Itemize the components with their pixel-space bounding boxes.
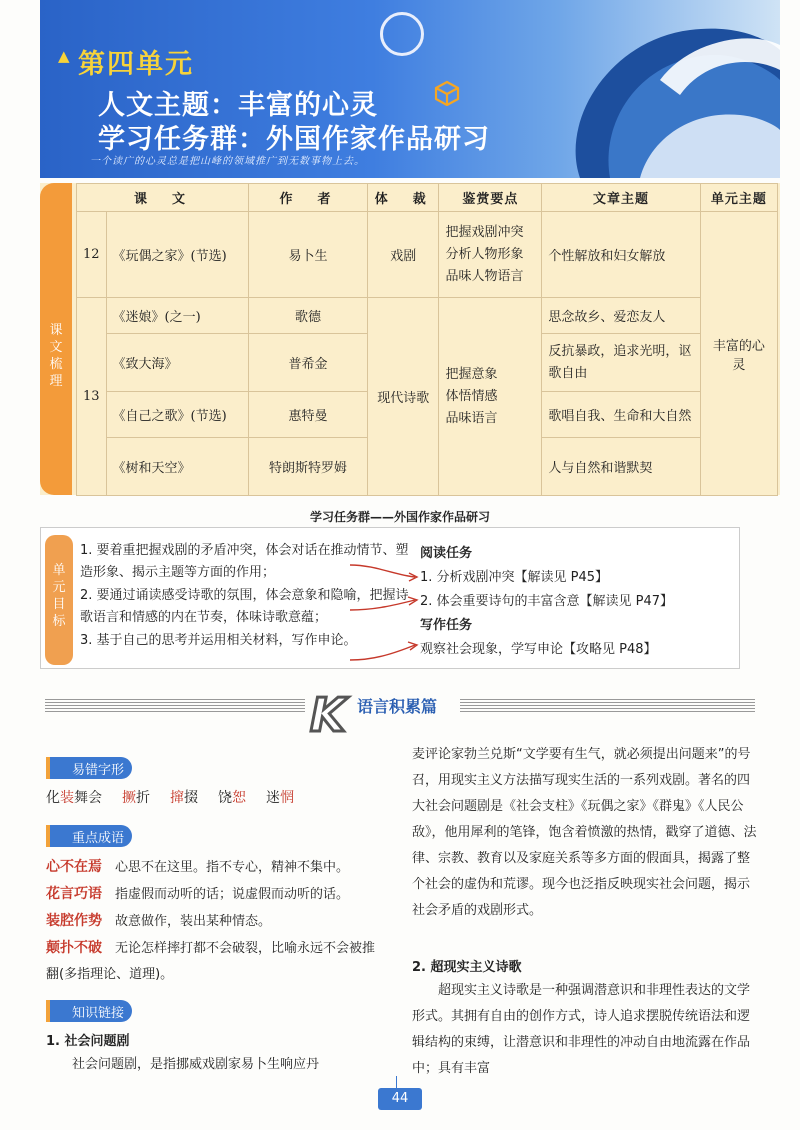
writing-heading: 写作任务 <box>420 618 473 633</box>
header-cell: 鉴赏要点 <box>439 184 542 212</box>
motto-text: 一个读广的心灵总是把山峰的领域推广到无数事物上去。 <box>90 156 365 167</box>
decor-circle <box>380 12 424 56</box>
poem-title: 《致大海》 <box>106 334 249 392</box>
lesson-author: 易卜生 <box>249 212 368 298</box>
side-label: 课文梳理 <box>49 323 63 389</box>
poem-title: 《自己之歌》(节选) <box>106 392 249 438</box>
point-item: 品味语言 <box>445 410 498 426</box>
goals-title: 学习任务群——外国作家作品研习 <box>309 510 490 524</box>
goal-item: 3. 基于自己的思考并运用相关材料，写作申论。 <box>80 633 357 648</box>
typo-item: 迷惘 <box>266 790 294 806</box>
idiom-entry <box>46 881 386 908</box>
lesson-theme: 个性解放和妇女解放 <box>542 212 700 298</box>
k-logo-icon: K <box>310 688 346 742</box>
typo-item: 化装舞会 <box>46 790 102 806</box>
idiom-term: 装腔作势 <box>46 913 102 929</box>
page-number: 44 <box>378 1088 422 1110</box>
wave-image <box>520 0 780 178</box>
right-para: 麦评论家勃兰兑斯“文学要有生气，就必须提出问题来”的号召，用现实主义方法描写现实生活的一系列戏剧。著名的四大社会问题剧是《社会支柱》《玩偶之家》《群鬼》《人民公敌》，他用犀利的笔锋，饱含着愤激的热情，戳穿了道德、法律、宗教、教育以及家庭关系等多方面的假面具，揭露了整个社会的虚伪和荒谬。现今也泛指反映现实社会问题，揭示社会矛盾的戏剧形式。 <box>412 747 757 918</box>
poem-title: 《迷娘》(之一) <box>106 298 249 334</box>
page-line <box>396 1076 397 1088</box>
poem-theme: 反抗暴政，追求光明，讴歌自由 <box>542 334 700 392</box>
poem-author: 歌德 <box>249 298 368 334</box>
table-header-row <box>77 184 778 212</box>
link-tag: 知识链接 <box>50 1000 132 1022</box>
lesson-genre: 戏剧 <box>367 212 439 298</box>
lesson-number: 13 <box>77 298 107 496</box>
poem-author: 惠特曼 <box>249 392 368 438</box>
task-group-title: 学习任务群：外国作家作品研习 <box>98 124 490 155</box>
unit-title: 第四单元 <box>78 49 194 80</box>
idiom-meaning: 无论怎样摔打都不会破裂，比喻永远不会被推翻(多指理论、道理)。 <box>46 941 376 982</box>
idiom-entry <box>46 854 386 881</box>
poem-theme: 人与自然和谐默契 <box>542 438 700 496</box>
reading-heading: 阅读任务 <box>420 546 473 561</box>
idiom-list <box>46 854 386 988</box>
cube-icon <box>434 80 460 106</box>
lesson-table <box>76 183 778 496</box>
typo-item: 撺掇 <box>170 790 198 806</box>
idiom-meaning: 指虚假而动听的话；说虚假而动听的话。 <box>115 887 350 902</box>
poem-theme: 歌唱自我、生命和大自然 <box>542 392 700 438</box>
lesson-title: 《玩偶之家》(节选) <box>106 212 249 298</box>
typo-chars <box>46 787 386 807</box>
right-heading: 2. 超现实主义诗歌 <box>412 960 522 975</box>
reading-task: 1. 分析戏剧冲突【解读见 P45】 <box>420 570 609 585</box>
theme-title: 人文主题：丰富的心灵 <box>98 90 378 121</box>
point-item: 把握意象 <box>445 366 498 382</box>
divider-stripe <box>45 698 305 712</box>
writing-task: 观察社会现象，学写申论【攻略见 P48】 <box>420 642 657 657</box>
idiom-entry <box>46 908 386 935</box>
lesson-number: 12 <box>77 212 107 298</box>
idiom-meaning: 故意做作，装出某种情态。 <box>115 914 272 929</box>
typo-item: 撅折 <box>122 790 150 806</box>
typo-tag: 易错字形 <box>50 757 132 779</box>
link-text: 社会问题剧，是指挪威戏剧家易卜生响应丹 <box>72 1057 320 1072</box>
divider-stripe <box>460 698 755 712</box>
lesson-genre: 现代诗歌 <box>367 298 439 496</box>
right-para: 超现实主义诗歌是一种强调潜意识和非理性表达的文学形式。其拥有自由的创作方式，诗人追求摆脱传统语法和逻辑结构的束缚，让潜意识和非理性的冲动自由地流露在作品中；具有丰富 <box>412 983 751 1076</box>
arrow-connectors <box>345 545 425 665</box>
table-row <box>77 298 778 334</box>
typo-item: 饶恕 <box>218 790 246 806</box>
point-item: 把握戏剧冲突 <box>445 224 524 240</box>
poem-theme: 思念故乡、爱恋友人 <box>542 298 700 334</box>
point-item: 分析人物形象 <box>445 246 524 262</box>
poem-author: 特朗斯特罗姆 <box>249 438 368 496</box>
goal-item: 2. 要通过诵读感受诗歌的氛围，体会意象和隐喻，把握诗歌语言和情感的内在节奏，体味诗歌意蕴； <box>80 588 409 625</box>
poem-author: 普希金 <box>249 334 368 392</box>
goal-item: 1. 要着重把握戏剧的矛盾冲突，体会对话在推动情节、塑造形象、揭示主题等方面的作用； <box>80 543 409 580</box>
idiom-meaning: 心思不在这里。指不专心，精神不集中。 <box>115 860 350 875</box>
link-heading: 1. 社会问题剧 <box>46 1034 130 1049</box>
header-cell: 单元主题 <box>700 184 777 212</box>
idiom-term: 颠扑不破 <box>46 940 102 956</box>
point-item: 品味人物语言 <box>445 268 524 284</box>
idiom-entry <box>46 935 386 988</box>
header-cell: 体 裁 <box>367 184 439 212</box>
triangle-icon: ▲ <box>58 47 70 65</box>
unit-theme: 丰富的心灵 <box>700 212 777 496</box>
poem-title: 《树和天空》 <box>106 438 249 496</box>
idiom-term: 花言巧语 <box>46 886 102 902</box>
idiom-tag: 重点成语 <box>50 825 132 847</box>
reading-task: 2. 体会重要诗句的丰富含意【解读见 P47】 <box>420 594 674 609</box>
lesson-points <box>439 212 542 298</box>
header-cell: 课 文 <box>77 184 249 212</box>
header-cell: 作 者 <box>249 184 368 212</box>
side-label: 单元目标 <box>52 563 66 629</box>
header-cell: 文章主题 <box>542 184 700 212</box>
section-title: 语言积累篇 <box>357 697 438 716</box>
point-item: 体悟情感 <box>445 388 498 404</box>
idiom-term: 心不在焉 <box>46 859 102 875</box>
lesson-points <box>439 298 542 496</box>
table-row <box>77 212 778 298</box>
